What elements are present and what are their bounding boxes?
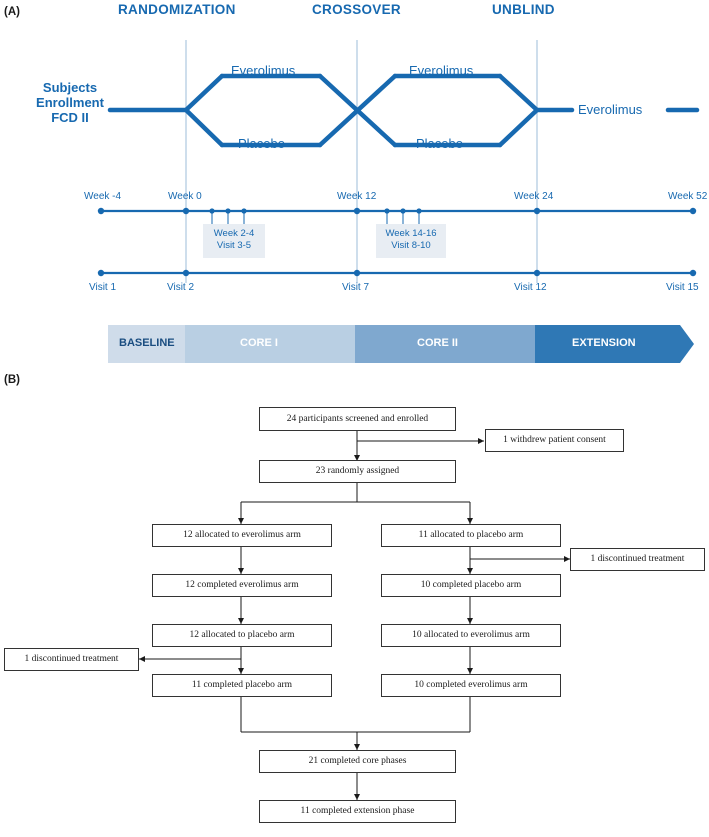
phase-title-randomization: RANDOMIZATION (118, 2, 236, 17)
flow-box-completed-everolimus: 12 completed everolimus arm (152, 574, 332, 597)
visit-label-15: Visit 15 (666, 282, 699, 293)
panel-b-label: (B) (4, 374, 20, 386)
flow-box-allocated-everolimus: 12 allocated to everolimus arm (152, 524, 332, 547)
week-label-12: Week 12 (337, 191, 377, 202)
phase-bar-extension: EXTENSION (572, 337, 636, 349)
phase-title-crossover: CROSSOVER (312, 2, 401, 17)
flow-box-completed-placebo-left: 11 completed placebo arm (152, 674, 332, 697)
flow-box-allocated-everolimus-right: 10 allocated to everolimus arm (381, 624, 561, 647)
arm-label-placebo-core2: Placebo (416, 136, 463, 151)
visit-note-core2 (376, 224, 446, 258)
week-label-minus4: Week -4 (84, 191, 122, 202)
flow-box-allocated-placebo: 11 allocated to placebo arm (381, 524, 561, 547)
flow-box-randomized: 23 randomly assigned (259, 460, 456, 483)
flow-box-withdrew-consent: 1 withdrew patient consent (485, 429, 624, 452)
arm-label-everolimus-extension: Everolimus (578, 102, 643, 117)
week-note-connectors (212, 213, 419, 224)
flow-box-completed-everolimus-right: 10 completed everolimus arm (381, 674, 561, 697)
panel-b-consort-flowchart (0, 366, 709, 837)
week-label-52: Week 52 (668, 191, 708, 202)
visit-note-core1-weeks: Week 2-4 (213, 228, 255, 239)
trial-schema-graphic (0, 0, 709, 366)
visit-note-core1 (203, 224, 265, 258)
phase-title-unblind: UNBLIND (492, 2, 555, 17)
arm-label-everolimus-core1: Everolimus (231, 63, 296, 78)
subjects-enrollment-label (10, 80, 130, 125)
subjects-line-1: Subjects (42, 80, 98, 95)
phase-bar-baseline: BASELINE (119, 337, 175, 349)
panel-a-label: (A) (4, 6, 20, 18)
visit-label-2: Visit 2 (167, 282, 195, 293)
visit-label-7: Visit 7 (342, 282, 370, 293)
visit-label-1: Visit 1 (89, 282, 117, 293)
visit-note-core2-visits: Visit 8-10 (391, 240, 431, 251)
panel-a-trial-schema (0, 0, 709, 366)
week-label-0: Week 0 (168, 191, 202, 202)
subjects-line-2: Enrollment (36, 95, 104, 110)
flow-box-screened: 24 participants screened and enrolled (259, 407, 456, 431)
arm-label-everolimus-core2: Everolimus (409, 63, 474, 78)
flow-box-completed-extension-phase: 11 completed extension phase (259, 800, 456, 823)
flow-box-allocated-placebo-left: 12 allocated to placebo arm (152, 624, 332, 647)
week-label-24: Week 24 (514, 191, 554, 202)
flow-box-discontinued-right: 1 discontinued treatment (570, 548, 705, 571)
flow-box-completed-core-phases: 21 completed core phases (259, 750, 456, 773)
visit-note-core1-visits: Visit 3-5 (216, 240, 252, 251)
subjects-line-3: FCD II (51, 110, 89, 125)
visit-label-12: Visit 12 (514, 282, 547, 293)
phase-bar-core2: CORE II (417, 337, 458, 349)
visit-note-core2-weeks: Week 14-16 (385, 228, 437, 239)
phase-bar-core1: CORE I (240, 337, 278, 349)
flow-box-discontinued-left: 1 discontinued treatment (4, 648, 139, 671)
flow-box-completed-placebo-right: 10 completed placebo arm (381, 574, 561, 597)
arm-label-placebo-core1: Placebo (238, 136, 285, 151)
